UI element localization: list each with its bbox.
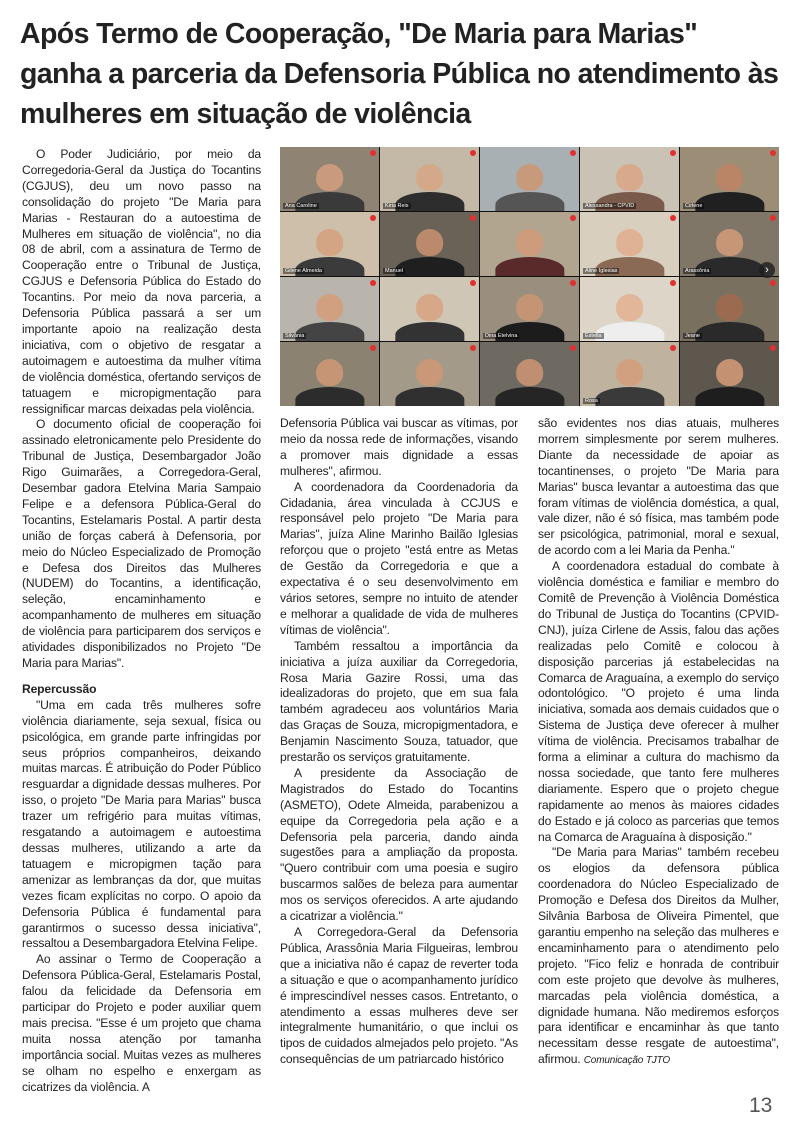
participant-body [695, 322, 764, 341]
participant-tile [280, 277, 379, 341]
participant-name: Jeane [685, 333, 700, 339]
participant-tile [380, 212, 479, 276]
participant-tile [580, 277, 679, 341]
mic-muted-icon [670, 215, 676, 221]
paragraph: Ao assinar o Termo de Cooperação a Defensora Pública-Geral, Estelamaris Postal, falou da felicidade da Defensoria em participar do Projeto e poder auxiliar quem mais precisa. "Esse é um projeto que chama muita nossa atenção por tamanha importância social. Muitas vezes as mulheres se olham no espelho e enxergam as cicatrizes da violência. A [22, 952, 261, 1094]
participant-tile [680, 277, 779, 341]
participant-tile [480, 212, 579, 276]
participant-body [595, 322, 664, 341]
participant-face [316, 229, 344, 256]
participant-face [516, 164, 544, 191]
participant-face [616, 294, 644, 321]
participant-tile [280, 342, 379, 406]
chevron-right-icon[interactable]: › [759, 262, 775, 278]
mic-muted-icon [570, 345, 576, 351]
mic-muted-icon [370, 150, 376, 156]
participant-name: Alessandra - CPVID [585, 203, 635, 209]
participant-body [395, 257, 464, 276]
participant-tile [580, 342, 679, 406]
participant-body [695, 192, 764, 211]
participant-name: Gilene Almeida [285, 268, 322, 274]
participant-body [495, 257, 564, 276]
mic-muted-icon [470, 280, 476, 286]
paragraph: Defensoria Pública vai buscar as vítimas, por meio da nossa rede de informações, visando a promover mais dignidade a essas mulheres", afirmou. [280, 416, 518, 478]
participant-face [716, 229, 744, 256]
mic-muted-icon [670, 345, 676, 351]
mic-muted-icon [670, 150, 676, 156]
mic-muted-icon [370, 215, 376, 221]
paragraph: A Corregedora-Geral da Defensoria Pública, Arassônia Maria Filgueiras, lembrou que a iniciativa não é capaz de reverter toda a situação e que o acompanhamento jurídico é imprescindível nesses casos. Entretanto, o atendimento a essas mulheres deve ser integralmente humanitário, o que inclui os tipos de cuidados almejados pelo projeto. "As consequências de um patriarcado histórico [280, 925, 518, 1067]
participant-tile [480, 277, 579, 341]
participant-tile [480, 147, 579, 211]
participant-face [716, 294, 744, 321]
column-3 [538, 416, 779, 1069]
participant-body [695, 387, 764, 406]
mic-muted-icon [470, 150, 476, 156]
column-1 [22, 147, 261, 1095]
paragraph: são evidentes nos dias atuais, mulheres morrem simplesmente por serem mulheres. Diante da necessidade de apoiar as tocantinenses, o projeto "De Maria para Marias" busca levantar a autoestima das que foram vítimas de violência doméstica, a qual, vale dizer, não é só física, mas também pode ser psicológica, patrimonial, moral e sexual, de acordo com a lei Maria da Penha." [538, 416, 779, 558]
paragraph-text: "De Maria para Marias" também recebeu os elogios da defensora pública coordenadora do Núcleo Especializado de Promoção e Defesa dos Direitos da Mulher, Silvânia Barbosa de Oliveira Pimentel, que garantiu empenho na seleção das mulheres e encaminhamento para o atendimento pelo projeto. "Fico feliz e honrada de contribuir com este projeto que devolve às mulheres, marcadas pela violência doméstica, a dignidade humana. Não mediremos esforços para identificar e encaminhar às que tanto necessitam desse resgate de autoestima", afirmou. [538, 845, 779, 1067]
participant-face [516, 359, 544, 386]
participant-name: Ana Caroline [285, 203, 317, 209]
paragraph: A presidente da Associação de Magistrados do Estado do Tocantins (ASMETO), Odete Almeida, parabenizou a equipe da Corregedoria pela ação e a Defensoria pela parceria, dando ainda sugestões para a ampliação da proposta. "Quero contribuir com uma poesia e sugiro buscarmos salões de beleza para aumentar mos os serviços oferecidos. A arte ajudando a cicatrizar a violência." [280, 765, 518, 924]
mic-muted-icon [770, 150, 776, 156]
participant-name: Cirlene [685, 203, 703, 209]
subheading-repercussao: Repercussão [22, 681, 97, 696]
participant-face [416, 294, 444, 321]
headline: Após Termo de Cooperação, "De Maria para Marias" ganha a parceria da Defensoria Pública no atendimento às mulheres em situação de violência [20, 18, 779, 130]
participant-tile [380, 342, 479, 406]
photo-credit: Comunicação TJTO [583, 1055, 671, 1067]
participant-name: Manuel [385, 268, 404, 274]
participant-face [416, 164, 444, 191]
participant-name: Silvânia [285, 333, 305, 339]
video-conference-photo [280, 147, 779, 406]
mic-muted-icon [470, 345, 476, 351]
participant-body [495, 192, 564, 211]
page-number: 13 [749, 1094, 773, 1117]
participant-body [395, 387, 464, 406]
paragraph: O documento oficial de cooperação foi assinado eletronicamente pelo Presidente do Tribunal de Justiça, Desembargador João Rigo Guimarães, a Corregedora-Geral, Desembar gadora Etelvina Maria Sampaio Felipe e a defensora Pública-Geral do Tocantins, Estelamaris Postal. A partir desta união de forças caberá à Defensoria, por meio do Núcleo Especializado de Promoção e Defesa dos Direitos das Mulheres (NUDEM) do Tocantins, a identificação, seleção, encaminhamento e acompanhamento de mulheres em situação de violência para participarem dos serviços e atividades disponibilizados no Projeto "De Maria para Marias". [22, 417, 261, 670]
participant-body [395, 322, 464, 341]
mic-muted-icon [570, 280, 576, 286]
participant-name: Aline Iglesias [585, 268, 618, 274]
participant-tile [380, 147, 479, 211]
participant-face [316, 164, 344, 191]
participant-body [295, 387, 364, 406]
participant-tile [680, 147, 779, 211]
mic-muted-icon [770, 215, 776, 221]
paragraph: O Poder Judiciário, por meio da Corregedoria-Geral da Justiça do Tocantins (CGJUS), deu um novo passo na consolidação do projeto "De Maria para Marias - Restauran do a autoestima de Mulheres em situação de violência", no dia 08 de abril, com a assinatura de Termo de Cooperação entre o Tribunal de Justiça, CGJUS e Defensoria Pública do Estado do Tocantins. Por meio da nova parceria, a Defensoria Pública passará a ser um importante apoio na realização desta iniciativa, com o objetivo de resgatar a autoimagem e autoestima da mulher vítima de violência doméstica, ofertando serviços de tatuagem e micropigmentação para ressignificar marcas deixadas pela violência. [22, 147, 261, 416]
paragraph: Também ressaltou a importância da iniciativa a juíza auxiliar da Corregedoria, Rosa Maria Gazire Rossi, uma das idealizadoras do projeto, que em sua fala também agradeceu aos voluntários Maria das Graças de Souza, micropigmentadora, e Benjamin Nascimento Souza, tatuador, que prestarão os serviços gratuitamente. [280, 638, 518, 765]
participant-body [595, 387, 664, 406]
paragraph: "Uma em cada três mulheres sofre violência diariamente, seja sexual, física ou psicológica, em grande parte infringidas por seus próprios companheiros, deixando muitas marcas. É atribuição do Poder Público resguardar a dignidade dessas mulheres. Por isso, o projeto "De Maria para Marias" busca trazer um refrigério para muitas vítimas, resgatando a autoimagem e autoestima dessas mulheres, utilizando a arte da tatuagem e micropigmen tação para amenizar as lembranças da dor, que muitas vezes ficam explícitas no corpo. O apoio da Defensoria Pública é fundamental para garantirmos o sucesso dessa iniciativa", ressaltou a Desembargadora Etelvina Felipe. [22, 697, 261, 951]
mic-muted-icon [370, 345, 376, 351]
participant-face [316, 359, 344, 386]
participant-name: Kiria Reis [385, 203, 409, 209]
participant-name: Dina Etelvina [485, 333, 518, 339]
participant-tile [380, 277, 479, 341]
participant-tile [580, 147, 679, 211]
mic-muted-icon [670, 280, 676, 286]
participant-face [716, 164, 744, 191]
mic-muted-icon [770, 345, 776, 351]
participant-face [416, 359, 444, 386]
participant-face [516, 229, 544, 256]
participant-face [416, 229, 444, 256]
participant-name: Estella [585, 333, 602, 339]
participant-face [616, 164, 644, 191]
participant-body [495, 387, 564, 406]
mic-muted-icon [570, 215, 576, 221]
participant-tile [680, 342, 779, 406]
mic-muted-icon [770, 280, 776, 286]
participant-face [516, 294, 544, 321]
mic-muted-icon [470, 215, 476, 221]
mic-muted-icon [370, 280, 376, 286]
paragraph [538, 845, 779, 1069]
column-2 [280, 416, 518, 1068]
participant-tile [580, 212, 679, 276]
participant-face [616, 229, 644, 256]
participant-tile [280, 212, 379, 276]
participant-face [316, 294, 344, 321]
participant-name: Rosa [585, 398, 598, 404]
paragraph: A coordenadora estadual do combate à violência doméstica e familiar e membro do Comitê de Prevenção à Violência Doméstica do Tribunal de Justiça do Tocantins (CPVID-CNJ), juíza Cirlene de Assis, falou das ações realizadas pelo Comitê e colocou à disposição parcerias já estabelecidas na Comarca de Araguaína, a exemplo do serviço odontológico. "O projeto é uma linda iniciativa, somada aos demais cuidados que o Sistema de Justiça deve oferecer à mulher vítima de violência. Precisamos trabalhar de forma a eliminar a cultura do machismo da nossa sociedade, que tanto fere mulheres diariamente. Espero que o projeto chegue rapidamente ao menos às maiores cidades do Estado e já coloco as parcerias que temos na Comarca de Araguaína à disposição." [538, 559, 779, 844]
paragraph: A coordenadora da Coordenadoria da Cidadania, área vinculada à CCJUS e responsável pelo projeto "De Maria para Marias", juíza Aline Marinho Bailão Iglesias reforçou que o projeto "está entre as Metas de Gestão da Corregedoria e que a expectativa é o seu desenvolvimento em vários setores, sempre no intuito de atender e melhorar a qualidade de vida de mulheres vítimas de violência". [280, 479, 518, 637]
participant-tile [280, 147, 379, 211]
participant-face [716, 359, 744, 386]
participant-face [616, 359, 644, 386]
participant-name: Arassônia [685, 268, 710, 274]
participant-tile [480, 342, 579, 406]
mic-muted-icon [570, 150, 576, 156]
